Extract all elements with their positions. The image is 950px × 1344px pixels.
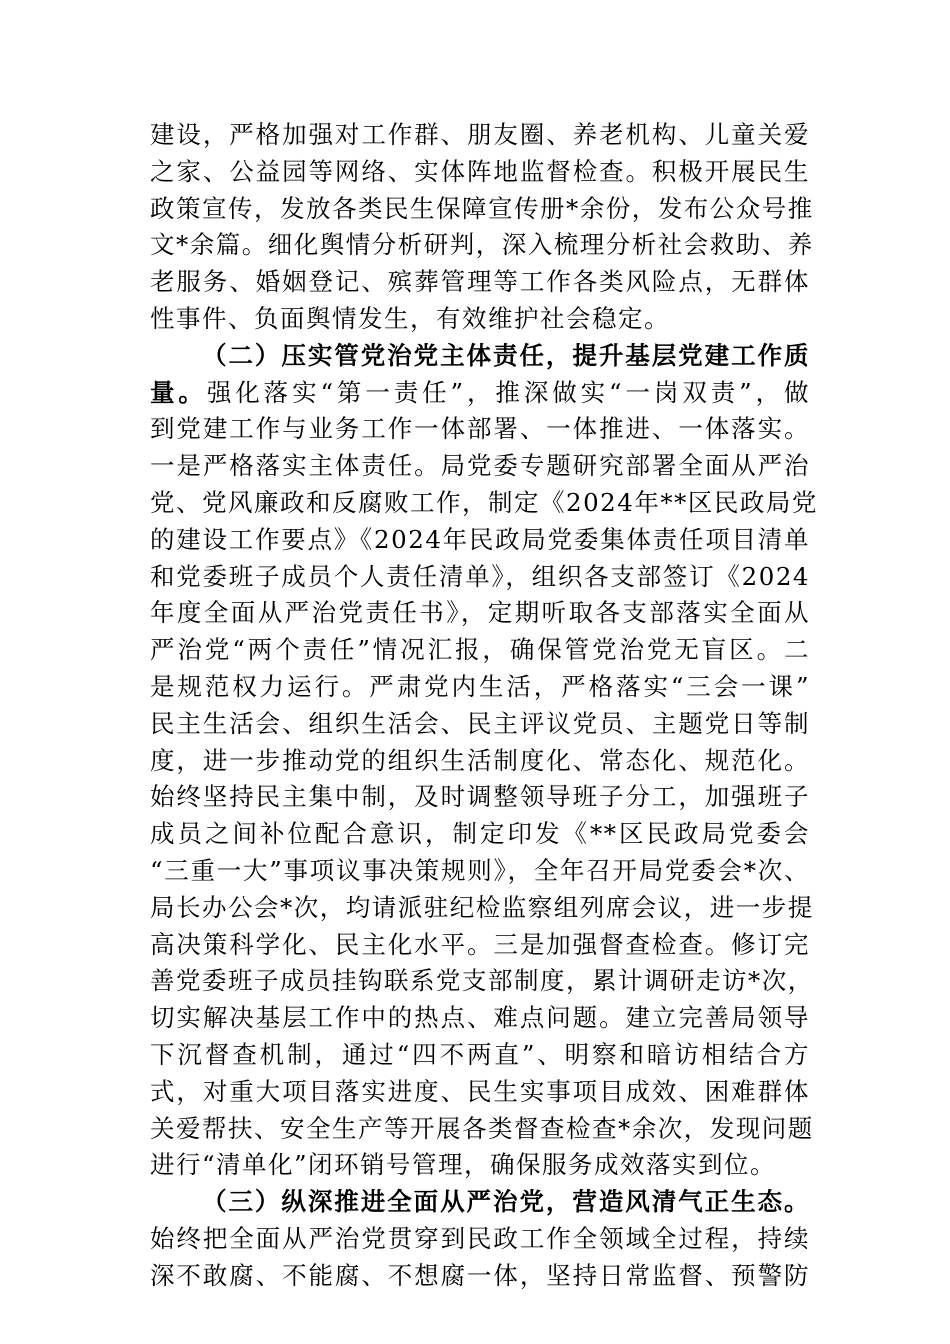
text-line: 严治党“两个责任”情况汇报，确保管党治党无盲区。二 bbox=[150, 635, 810, 665]
text-line: 到党建工作与业务工作一体部署、一体推进、一体落实。 bbox=[150, 414, 810, 444]
text-line: 性事件、负面舆情发生，有效维护社会稳定。 bbox=[150, 303, 670, 333]
text-line: 之家、公益园等网络、实体阵地监督检查。积极开展民生 bbox=[150, 156, 810, 186]
text-line bbox=[150, 1184, 810, 1221]
text-line: 度，进一步推动党的组织生活制度化、常态化、规范化。 bbox=[150, 745, 810, 775]
text-line: 文*余篇。细化舆情分析研判，深入梳理分析社会救助、养 bbox=[150, 230, 814, 260]
text-line: 进行“清单化”闭环销号管理，确保服务成效落实到位。 bbox=[150, 1150, 777, 1180]
text-line: 党、党风廉政和反腐败工作，制定《2024年**区民政局党 bbox=[150, 487, 818, 517]
text-line: 高决策科学化、民主化水平。三是加强督查检查。修订完 bbox=[150, 929, 810, 959]
text-line: 深不敢腐、不能腐、不想腐一体，坚持日常监督、预警防 bbox=[150, 1260, 810, 1290]
text-line: 建设，严格加强对工作群、朋友圈、养老机构、儿童关爱 bbox=[150, 120, 810, 149]
text-line: 始终坚持民主集中制，及时调整领导班子分工，加强班子 bbox=[150, 782, 810, 812]
bold-heading-text: （三）纵深推进全面从严治党，营造风清气正生态。 bbox=[202, 1187, 810, 1217]
text-line: 下沉督查机制，通过“四不两直”、明察和暗访相结合方 bbox=[150, 1039, 810, 1069]
text-line: 始终把全面从严治党贯穿到民政工作全领域全过程，持续 bbox=[150, 1223, 810, 1253]
document-body bbox=[150, 117, 818, 1295]
text-line: 老服务、婚姻登记、殡葬管理等工作各类风险点，无群体 bbox=[150, 267, 810, 297]
text-line: 式，对重大项目落实进度、民生实事项目成效、困难群体 bbox=[150, 1076, 810, 1106]
text-line: 民主生活会、组织生活会、民主评议党员、主题党日等制 bbox=[150, 708, 810, 738]
text-line: 量。强化落实“第一责任”，推深做实“一岗双责”，做 bbox=[150, 377, 810, 407]
bold-heading-text: 量。 bbox=[150, 377, 207, 407]
text-line: 是规范权力运行。严肃党内生活，严格落实“三会一课” bbox=[150, 671, 810, 701]
text-line: 关爱帮扶、安全生产等开展各类督查检查*余次，发现问题 bbox=[150, 1113, 814, 1143]
text-line bbox=[150, 338, 810, 375]
bold-heading-text: （二）压实管党治党主体责任，提升基层党建工作质 bbox=[202, 340, 810, 370]
text-line: 和党委班子成员个人责任清单》，组织各支部签订《2024 bbox=[150, 561, 810, 591]
text-line: 善党委班子成员挂钩联系党支部制度，累计调研走访*次， bbox=[150, 966, 814, 996]
text-line: 政策宣传，发放各类民生保障宣传册*余份，发布公众号推 bbox=[150, 193, 814, 223]
text-line: 的建设工作要点》《2024年民政局党委集体责任项目清单 bbox=[150, 524, 810, 554]
text-line: 一是严格落实主体责任。局党委专题研究部署全面从严治 bbox=[150, 451, 810, 481]
text-line: 局长办公会*次，均请派驻纪检监察组列席会议，进一步提 bbox=[150, 892, 814, 922]
text-line: 年度全面从严治党责任书》，定期听取各支部落实全面从 bbox=[150, 598, 810, 628]
text-line: 切实解决基层工作中的热点、难点问题。建立完善局领导 bbox=[150, 1003, 810, 1033]
text-line: “三重一大”事项议事决策规则》，全年召开局党委会*次、 bbox=[150, 855, 810, 885]
text-line: 成员之间补位配合意识，制定印发《**区民政局党委会 bbox=[150, 819, 810, 849]
